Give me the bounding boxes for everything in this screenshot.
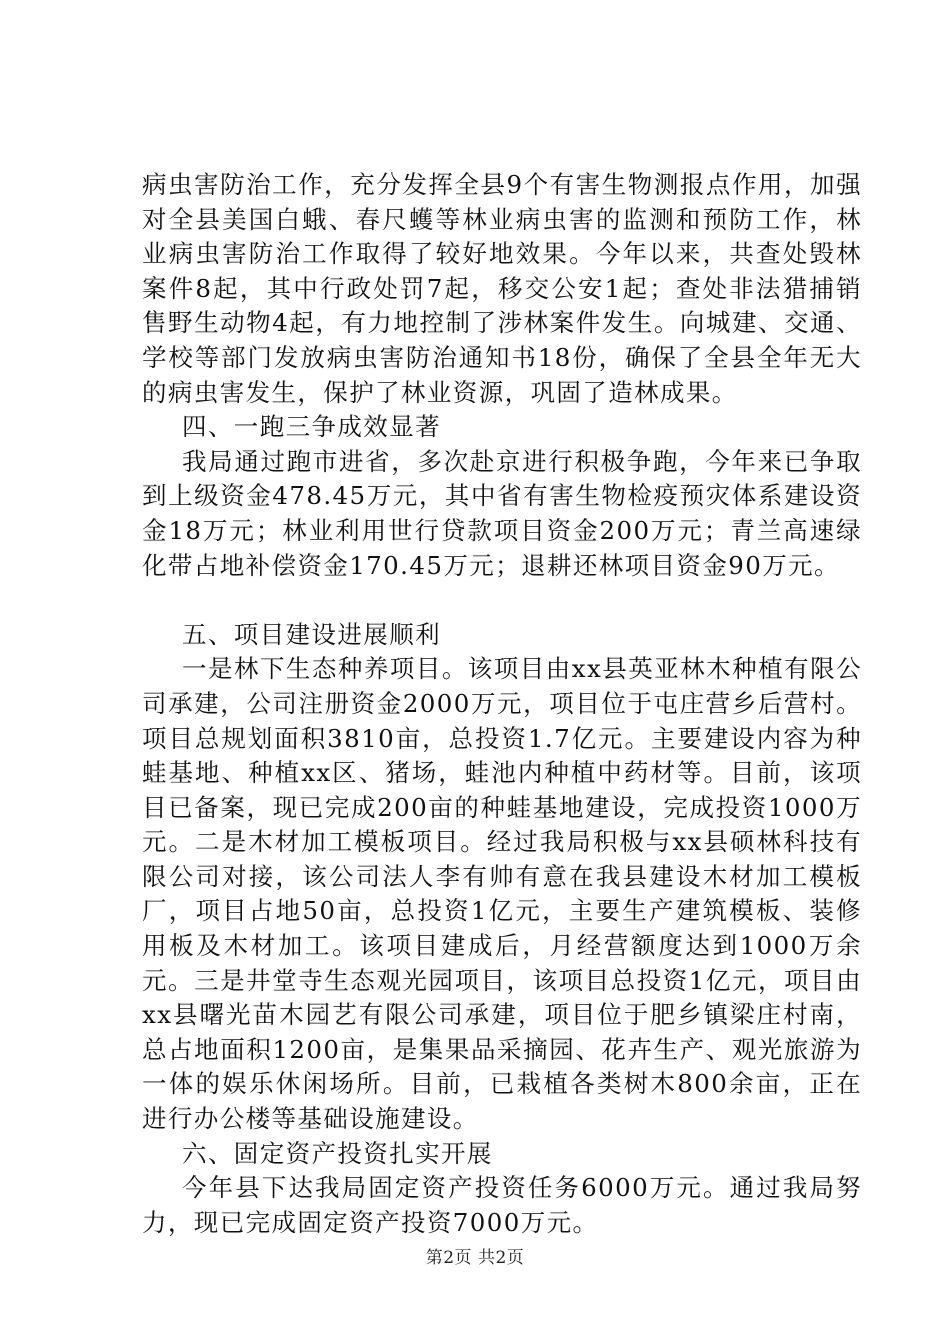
heading-section-six: 六、固定资产投资扎实开展 bbox=[182, 1138, 493, 1168]
paragraph-pest-control: 病虫害防治工作，充分发挥全县9个有害生物测报点作用，加强对全县美国白蛾、春尺蠖等林业病虫害的监测和预防工作，林业病虫害防治工作取得了较好地效果。今年以来，共查处毁林案件8起，其中行政处罚7起，移交公安1起；查处非法猎捕销售野生动物4起，有力地控制了涉林案件发生。向城建、交通、学校等部门发放病虫害防治通知书18份，确保了全县全年无大的病虫害发生，保护了林业资源，巩固了造林成果。 bbox=[142, 170, 862, 407]
document-body bbox=[142, 168, 862, 1240]
heading-section-four: 四、一跑三争成效显著 bbox=[182, 412, 441, 442]
page-footer: 第2页 共2页 bbox=[425, 1248, 525, 1268]
paragraph-funding: 我局通过跑市进省，多次赴京进行积极争跑，今年来已争取到上级资金478.45万元，其中省有害生物检疫预灾体系建设资金18万元；林业利用世行贷款项目资金200万元；青兰高速绿化带占地补偿资金170.45万元；退耕还林项目资金90万元。 bbox=[142, 446, 862, 580]
paragraph-fixed-assets: 今年县下达我局固定资产投资任务6000万元。通过我局努力，现已完成固定资产投资7000万元。 bbox=[142, 1173, 862, 1237]
paragraph-projects: 一是林下生态种养项目。该项目由xx县英亚林木种植有限公司承建，公司注册资金2000万元，项目位于屯庄营乡后营村。项目总规划面积3810亩，总投资1.7亿元。主要建设内容为种蛙基地、种植xx区、猪场，蛙池内种植中药材等。目前，该项目已备案，现已完成200亩的种蛙基地建设，完成投资1000万元。二是木材加工模板项目。经过我局积极与xx县硕林科技有限公司对接，该公司法人李有帅有意在我县建设木材加工模板厂，项目占地50亩，总投资1亿元，主要生产建筑模板、装修用板及木材加工。该项目建成后，月经营额度达到1000万余元。三是井堂寺生态观光园项目，该项目总投资1亿元，项目由xx县曙光苗木园艺有限公司承建，项目位于肥乡镇梁庄村南，总占地面积1200亩，是集果品采摘园、花卉生产、观光旅游为一体的娱乐休闲场所。目前，已栽植各类树木800余亩，正在进行办公楼等基础设施建设。 bbox=[142, 654, 862, 1134]
blank-line bbox=[142, 583, 862, 618]
heading-section-five: 五、项目建设进展顺利 bbox=[182, 619, 441, 649]
